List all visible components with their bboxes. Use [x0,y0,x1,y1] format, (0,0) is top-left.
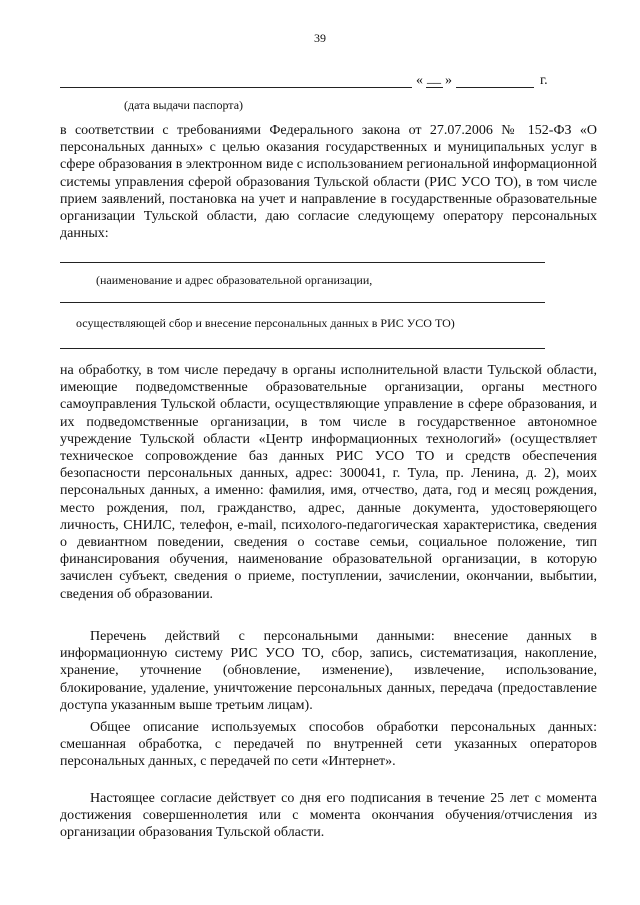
org-caption-1: (наименование и адрес образовательной организации, [96,273,373,287]
org-caption-2: осуществляющей сбор и внесение персональных данных в РИС УСО ТО) [76,316,455,330]
paragraph-intro: в соответствии с требованиями Федерального закона от 27.07.2006 № 152-ФЗ «О персональных данных» с целью оказания государственных и муниципальных услуг в сфере образования в электронном виде с использованием региональной информационной системы управления сферой образования Тульской области (РИС УСО ТО), в том числе прием заявлений, постановка на учет и направление в государственные образовательные организации Тульской области, даю согласие следующему оператору персональных данных: [60,123,597,242]
paragraph-processing: на обработку, в том числе передачу в органы исполнительной власти Тульской области, имеющие подведомственные образовательные организации, органы местного самоуправления Тульской области, осуществляющие управление в сфере образования, и их подведомственные организации, в том числе в государственное автономное учреждение Тульской области «Центр информационных технологий» (осуществляет техническое сопровождение баз данных РИС УСО ТО и средств обеспечения безопасности персональных данных, адрес: 300041, г. Тула, пр. Ленина, д. 2), моих персональных данных, а именно: фамилия, имя, отчество, дата, год и месяц рождения, место рождения, пол, гражданство, адрес, данные документа, удостоверяющего личность, СНИЛС, телефон, e-mail, психолого-педагогическая характеристика, сведения о девиантном поведении, сведения о составе семьи, социальное положение, тип финансирования обучения, наименование образовательной организации, в которую зачислен субъект, сведения о приеме, поступлении, зачислении, окончании, выбытии, сведения об образовании. [60,363,597,602]
month-blank-line [456,87,534,88]
passport-caption: (дата выдачи паспорта) [124,98,244,112]
page-number: 39 [314,31,326,45]
day-blank-line [426,87,443,88]
paragraph-validity: Настоящее согласие действует со дня его подписания в течение 25 лет с момента достижения совершеннолетия или с момента окончания обучения/отчисления из организации образования Тульской области. [60,791,597,841]
year-suffix: г. [540,73,548,88]
org-address-blank-line [60,302,545,303]
paragraph-actions: Перечень действий с персональными данными: внесение данных в информационную систему РИС УСО ТО, сбор, запись, систематизация, накопление, хранение, уточнение (обновление, изменение), извлечение, использование, блокирование, удаление, уничтожение персональных данных, передача (предоставление доступа указанным выше третьим лицам). [60,629,597,713]
quote-close: » [445,73,452,88]
paragraph-methods: Общее описание используемых способов обработки персональных данных: смешанная обработка, с передачей по внутренней сети указанных операторов персональных данных, с передачей по сети «Интернет». [60,720,597,770]
passport-date-blank-line [60,87,412,88]
day-placeholder: __ [427,71,441,86]
quote-open: « [416,73,423,88]
org-extra-blank-line [60,348,545,349]
org-name-blank-line [60,262,545,263]
